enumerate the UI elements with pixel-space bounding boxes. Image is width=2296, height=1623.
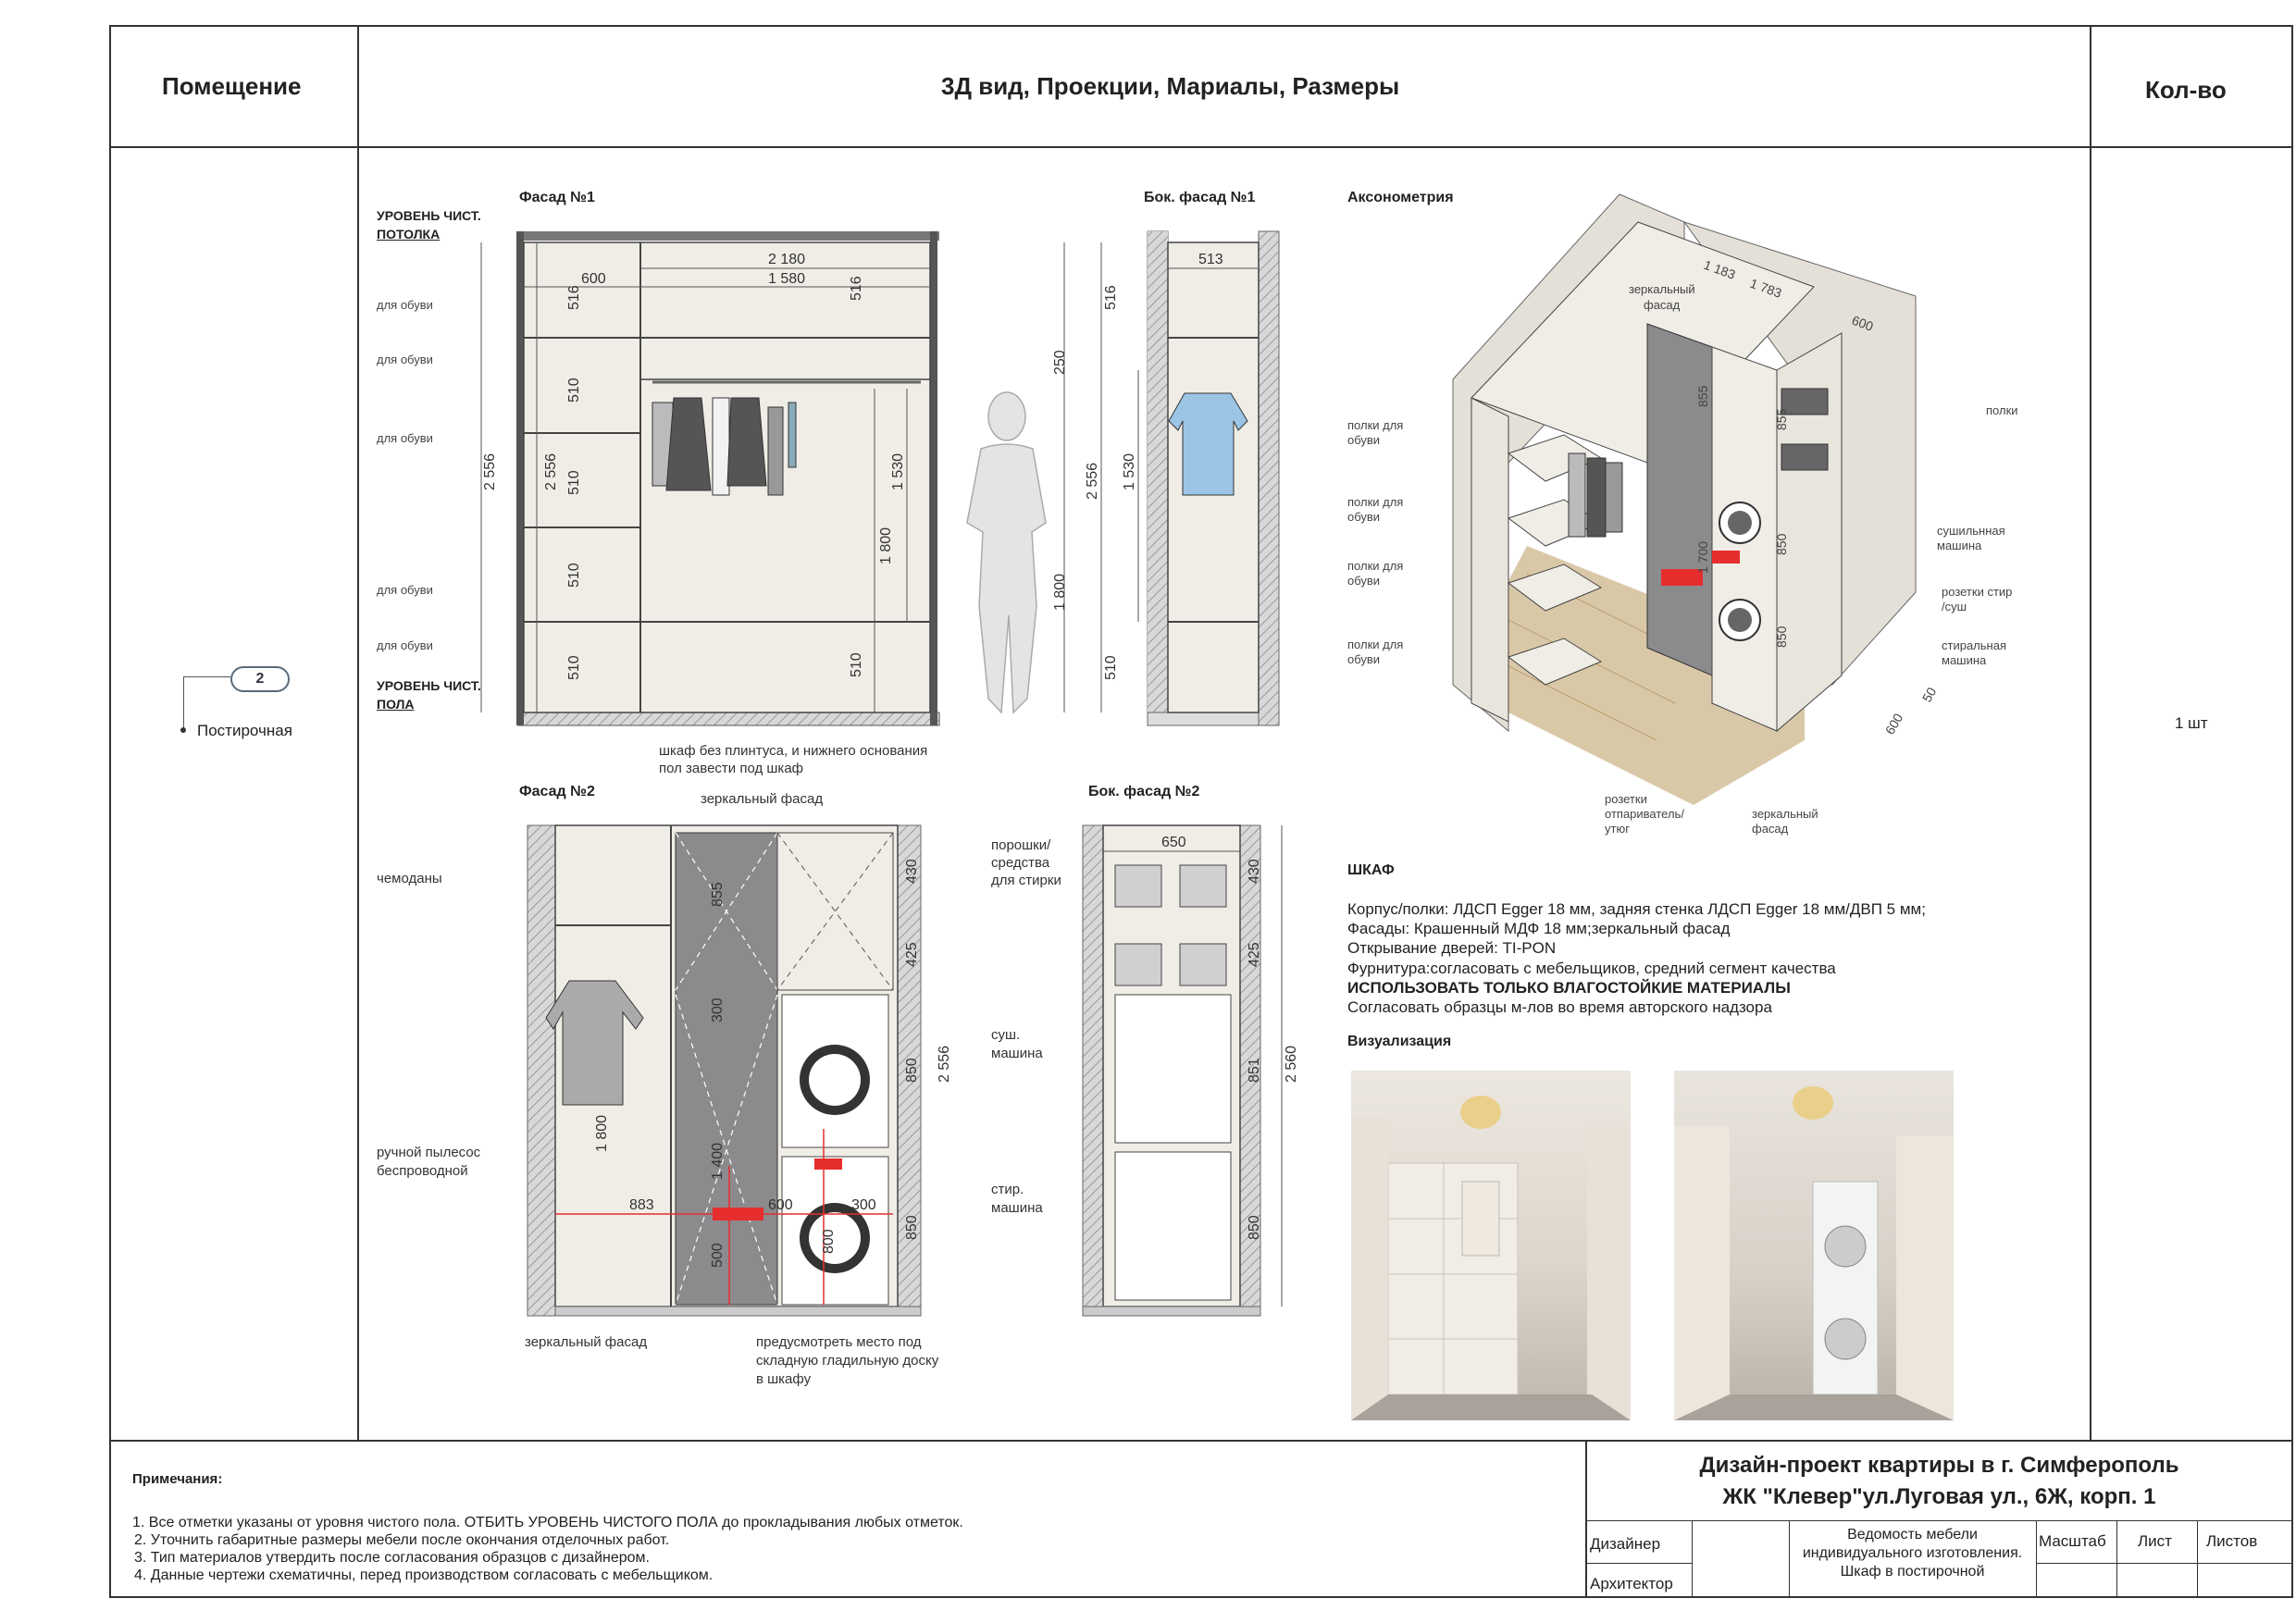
- tb-sheet-2: индивидуального изготовления.: [1802, 1545, 2023, 1561]
- ax-right-washer-2: машина: [1942, 653, 1987, 667]
- f2-dim-800: 800: [821, 1229, 837, 1254]
- f2-suitcases: чемоданы: [377, 871, 442, 886]
- f2-dim-850a: 850: [904, 1058, 920, 1083]
- s2-powders-3: для стирки: [991, 873, 1061, 888]
- room-qty: 1 шт: [2175, 714, 2208, 732]
- ax-dim-855b: 855: [1774, 408, 1789, 430]
- visualization-image-1: [1351, 1071, 1631, 1420]
- f2-mirror-top: зеркальный фасад: [701, 791, 824, 807]
- ax-shelves-1a: полки для: [1347, 418, 1404, 432]
- facade2-drawing: [500, 814, 962, 1332]
- s1-1800: 1 800: [1052, 573, 1068, 611]
- f1-note-2: пол завести под шкаф: [659, 761, 803, 776]
- ax-bottom-right-1: зеркальный: [1752, 807, 1818, 821]
- note-1: 1. Все отметки указаны от уровня чистого пола. ОТБИТЬ УРОВЕНЬ ЧИСТОГО ПОЛА до прокладывания любых отметок.: [132, 1515, 963, 1530]
- ax-shelves-3a: полки для: [1347, 559, 1404, 573]
- spec-line-1: Корпус/полки: ЛДСП Egger 18 мм, задняя стенка ЛДСП Egger 18 мм/ДВП 5 мм;: [1347, 900, 1926, 918]
- ax-bottom-right-2: фасад: [1752, 822, 1789, 836]
- s2-650: 650: [1161, 835, 1186, 850]
- f1-dim-510b: 510: [566, 470, 582, 495]
- s2-powders-1: порошки/: [991, 837, 1051, 853]
- f2-dim-300b: 300: [851, 1197, 876, 1213]
- title-facade1: Фасад №1: [519, 190, 595, 205]
- titleblock-hline-3: [2036, 1563, 2293, 1564]
- ax-dim-1783: 1 783: [1747, 275, 1784, 301]
- f2-dim-883: 883: [629, 1197, 654, 1213]
- spec-line-3: Открывание дверей: TI-PON: [1347, 939, 1557, 957]
- title-side1: Бок. фасад №1: [1144, 190, 1256, 205]
- f1-dim-1800: 1 800: [878, 527, 894, 564]
- ax-shelves-4b: обуви: [1347, 652, 1381, 666]
- ax-shelves-2a: полки для: [1347, 495, 1404, 509]
- f1-floor-label-1: УРОВЕНЬ ЧИСТ.: [377, 678, 481, 693]
- ax-bottom-left-2: отпариватель/: [1605, 807, 1684, 821]
- titleblock-vline-4: [2116, 1520, 2117, 1598]
- room-leader: [183, 676, 230, 677]
- ax-right-washer-1: стиральная: [1942, 638, 2006, 652]
- f1-dim-height-total: 2 556: [482, 452, 498, 490]
- ax-right-dryer-1: сушильнная: [1937, 524, 2005, 538]
- room-leader-v: [183, 676, 184, 730]
- spec-line-2: Фасады: Крашенный МДФ 18 мм;зеркальный фасад: [1347, 920, 1731, 937]
- s2-washer-1: стир.: [991, 1182, 1024, 1197]
- f1-dim-left-width: 600: [581, 271, 606, 287]
- s2-851: 851: [1247, 1058, 1262, 1083]
- visualization-image-2: [1674, 1071, 1954, 1420]
- ax-bottom-left-1: розетки: [1605, 792, 1647, 806]
- spec-title: ШКАФ: [1347, 862, 1395, 878]
- project-title-1: Дизайн-проект квартиры в г. Симферополь: [1699, 1453, 2179, 1478]
- f1-dim-510a: 510: [566, 378, 582, 403]
- titleblock-vline-5: [2197, 1520, 2198, 1598]
- tb-sheets: Листов: [2206, 1532, 2258, 1550]
- ax-bottom-left-3: утюг: [1605, 822, 1630, 836]
- col-divider-1: [357, 25, 359, 1441]
- ax-dim-850a: 850: [1774, 533, 1789, 555]
- tb-designer: Дизайнер: [1590, 1535, 1661, 1553]
- title-facade2: Фасад №2: [519, 784, 595, 799]
- f2-vacuum-2: беспроводной: [377, 1163, 468, 1179]
- header-bottom-line: [109, 146, 2293, 148]
- s2-430: 430: [1247, 859, 1262, 884]
- f2-dim-300: 300: [710, 997, 726, 1022]
- f2-board-2: складную гладильную доску: [756, 1353, 939, 1369]
- title-side2: Бок. фасад №2: [1088, 784, 1200, 799]
- ax-dim-50: 50: [1918, 685, 1940, 705]
- f2-vacuum-1: ручной пылесос: [377, 1145, 481, 1160]
- f1-shoe-label-4: для обуви: [377, 583, 433, 597]
- room-number: 2: [255, 671, 265, 687]
- s1-1530: 1 530: [1122, 452, 1137, 490]
- side2-drawing: [1074, 814, 1323, 1332]
- ax-mirror-top-1: зеркальный: [1629, 282, 1695, 296]
- tb-scale: Масштаб: [2039, 1532, 2106, 1550]
- s2-2560: 2 560: [1284, 1045, 1299, 1083]
- ax-shelves-3b: обуви: [1347, 574, 1381, 588]
- titleblock-hline-2: [1585, 1563, 1692, 1564]
- room-number-badge: [230, 666, 290, 692]
- f2-dim-1400: 1 400: [710, 1142, 726, 1180]
- f1-floor-label-2: ПОЛА: [377, 697, 415, 712]
- tb-sheet-3: Шкаф в постирочной: [1840, 1564, 1985, 1580]
- header-qty: Кол-во: [2145, 76, 2227, 104]
- ax-dim-600b: 600: [1881, 711, 1906, 737]
- f2-dim-855: 855: [710, 882, 726, 907]
- tb-sheet-1: Ведомость мебели: [1847, 1527, 1978, 1542]
- note-3: 3. Тип материалов утвердить после согласования образцов с дизайнером.: [134, 1550, 650, 1566]
- ax-dim-1700: 1 700: [1695, 540, 1710, 574]
- header-room: Помещение: [162, 72, 302, 100]
- s2-washer-2: машина: [991, 1200, 1043, 1216]
- f2-dim-425: 425: [904, 942, 920, 967]
- s2-dryer-2: машина: [991, 1046, 1043, 1061]
- ax-mirror-top-2: фасад: [1644, 298, 1681, 312]
- f1-shoe-label-2: для обуви: [377, 353, 433, 366]
- ax-right-sockets-2: /суш: [1942, 600, 1967, 613]
- tb-sheet: Лист: [2138, 1532, 2172, 1550]
- s1-2556: 2 556: [1085, 462, 1100, 500]
- s2-powders-2: средства: [991, 855, 1050, 871]
- f2-dim-1800: 1 800: [594, 1114, 610, 1152]
- col-divider-2: [2090, 25, 2091, 1441]
- f1-shoe-label-5: для обуви: [377, 638, 433, 652]
- f2-dim-600: 600: [768, 1197, 793, 1213]
- header-views: 3Д вид, Проекции, Мариалы, Размеры: [941, 72, 1400, 100]
- spec-line-6: Согласовать образцы м-лов во время авторского надзора: [1347, 998, 1772, 1016]
- s1-250: 250: [1052, 350, 1068, 375]
- room-dot: [180, 727, 186, 733]
- note-4: 4. Данные чертежи схематичны, перед производством согласовать с мебельщиком.: [134, 1567, 714, 1583]
- s1-width: 513: [1198, 252, 1223, 267]
- ax-right-sockets-1: розетки стир: [1942, 585, 2013, 599]
- ax-shelves-1b: обуви: [1347, 433, 1381, 447]
- notes-title: Примечания:: [132, 1471, 223, 1487]
- f1-dim-bottom-510: 510: [849, 652, 864, 677]
- titleblock-vline-1: [1692, 1520, 1693, 1598]
- axon-drawing: [1416, 185, 1971, 805]
- side1-drawing: [1046, 222, 1286, 740]
- f1-note-1: шкаф без плинтуса, и нижнего основания: [659, 743, 928, 759]
- ax-dim-1183: 1 183: [1701, 256, 1738, 282]
- ax-shelves-4a: полки для: [1347, 638, 1404, 651]
- f1-dim-516: 516: [566, 285, 582, 310]
- f1-dim-height-inner: 2 556: [543, 452, 559, 490]
- f1-dim-top-right-516: 516: [849, 276, 864, 301]
- note-2: 2. Уточнить габаритные размеры мебели после окончания отделочных работ.: [134, 1532, 670, 1548]
- title-viz: Визуализация: [1347, 1034, 1452, 1049]
- titleblock-vline-3: [2036, 1520, 2037, 1598]
- f1-shoe-label-1: для обуви: [377, 298, 433, 312]
- ax-dim-850b: 850: [1774, 626, 1789, 648]
- f1-dim-right-width: 1 580: [768, 271, 806, 287]
- ax-dim-600: 600: [1849, 312, 1876, 334]
- room-name: Постирочная: [197, 722, 292, 739]
- f1-ceiling-label-1: УРОВЕНЬ ЧИСТ.: [377, 208, 481, 223]
- title-axon: Аксонометрия: [1347, 190, 1454, 205]
- ax-right-dryer-2: машина: [1937, 539, 1982, 552]
- project-title-2: ЖК "Клевер"ул.Луговая ул., 6Ж, корп. 1: [1722, 1484, 2156, 1509]
- f1-dim-510c: 510: [566, 563, 582, 588]
- s2-dryer-1: суш.: [991, 1027, 1021, 1043]
- f2-dim-500: 500: [710, 1243, 726, 1268]
- s2-850: 850: [1247, 1215, 1262, 1240]
- f2-dim-2556: 2 556: [937, 1045, 952, 1083]
- ax-right-shelves: полки: [1986, 403, 2018, 417]
- f1-dim-510d: 510: [566, 655, 582, 680]
- f1-ceiling-label-2: ПОТОЛКА: [377, 227, 441, 242]
- f2-dim-850b: 850: [904, 1215, 920, 1240]
- s1-510: 510: [1103, 655, 1119, 680]
- tb-architect: Архитектор: [1590, 1575, 1673, 1592]
- s2-425: 425: [1247, 942, 1262, 967]
- f2-board-3: в шкафу: [756, 1371, 812, 1387]
- f1-dim-1530: 1 530: [890, 452, 906, 490]
- f2-dim-430: 430: [904, 859, 920, 884]
- facade1-drawing: [463, 222, 981, 740]
- f1-shoe-label-3: для обуви: [377, 431, 433, 445]
- ax-shelves-2b: обуви: [1347, 510, 1381, 524]
- s1-top: 516: [1103, 285, 1119, 310]
- spec-line-5: ИСПОЛЬЗОВАТЬ ТОЛЬКО ВЛАГОСТОЙКИЕ МАТЕРИАЛЫ: [1347, 979, 1791, 997]
- f1-dim-total-width: 2 180: [768, 252, 806, 267]
- spec-line-4: Фурнитура:согласовать с мебельщиков, средний сегмент качества: [1347, 960, 1836, 977]
- f2-mirror-bottom: зеркальный фасад: [525, 1334, 648, 1350]
- ax-dim-855a: 855: [1695, 385, 1710, 407]
- f2-board-1: предусмотреть место под: [756, 1334, 922, 1350]
